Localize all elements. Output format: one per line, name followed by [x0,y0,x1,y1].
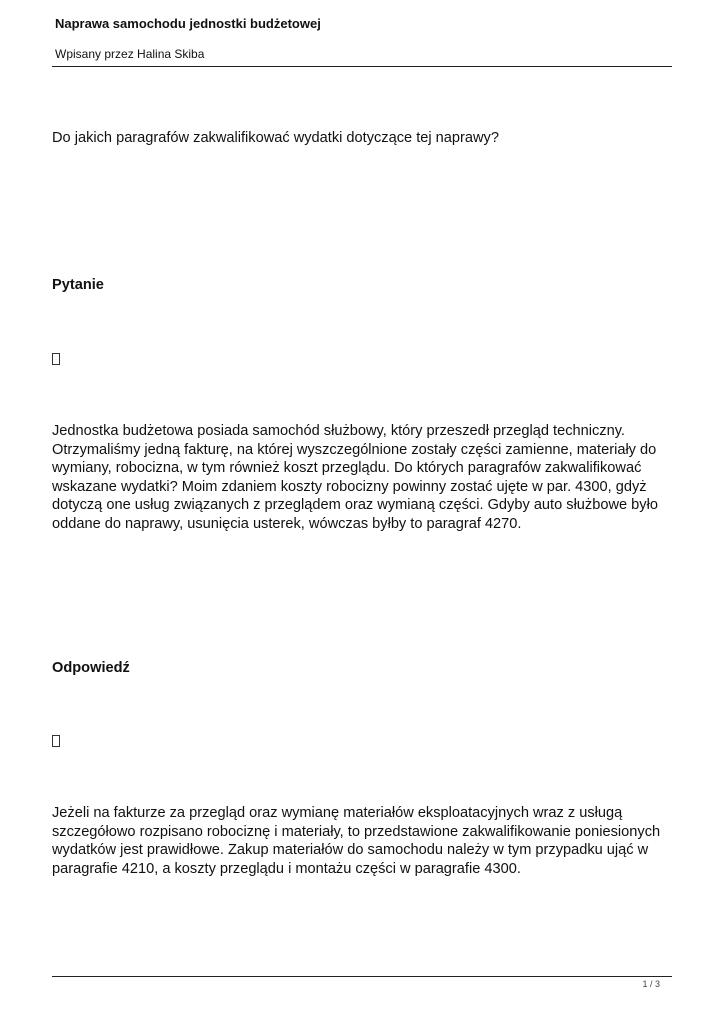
question-heading: Pytanie [52,277,104,293]
page-number: 1 / 3 [642,979,660,989]
author-line: Wpisany przez Halina Skiba [55,47,205,61]
answer-heading: Odpowiedź [52,660,130,676]
document-title: Naprawa samochodu jednostki budżetowej [55,16,321,31]
header-divider [52,66,672,67]
missing-glyph-icon [52,353,60,365]
missing-glyph-icon [52,735,60,747]
footer-divider [52,976,672,977]
question-paragraph: Jednostka budżetowa posiada samochód służbowy, który przeszedł przegląd techniczny. Otrzymaliśmy jedną fakturę, na której wyszczególnione zostały części zamienne, materiały do wymiany, robocizna, w tym również koszt przeglądu. Do których paragrafów zakwalifikować wskazane wydatki? Moim zdaniem koszty robocizny powinny zostać ujęte w par. 4300, gdyż dotyczą one usług związanych z przeglądem oraz wymianą części. Gdyby auto służbowe było oddane do naprawy, usunięcia usterek, wówczas byłby to paragraf 4270. [52,423,658,532]
answer-paragraph: Jeżeli na fakturze za przegląd oraz wymianę materiałów eksploatacyjnych wraz z usługą szczegółowo rozpisano robociznę i materiały, to przedstawione zakwalifikowanie poniesionych wydatków jest prawidłowe. Zakup materiałów do samochodu należy w tym przypadku ująć w paragrafie 4210, a koszty przeglądu i montażu części w paragrafie 4300. [52,805,661,877]
intro-paragraph: Do jakich paragrafów zakwalifikować wydatki dotyczące tej naprawy? [52,130,499,146]
